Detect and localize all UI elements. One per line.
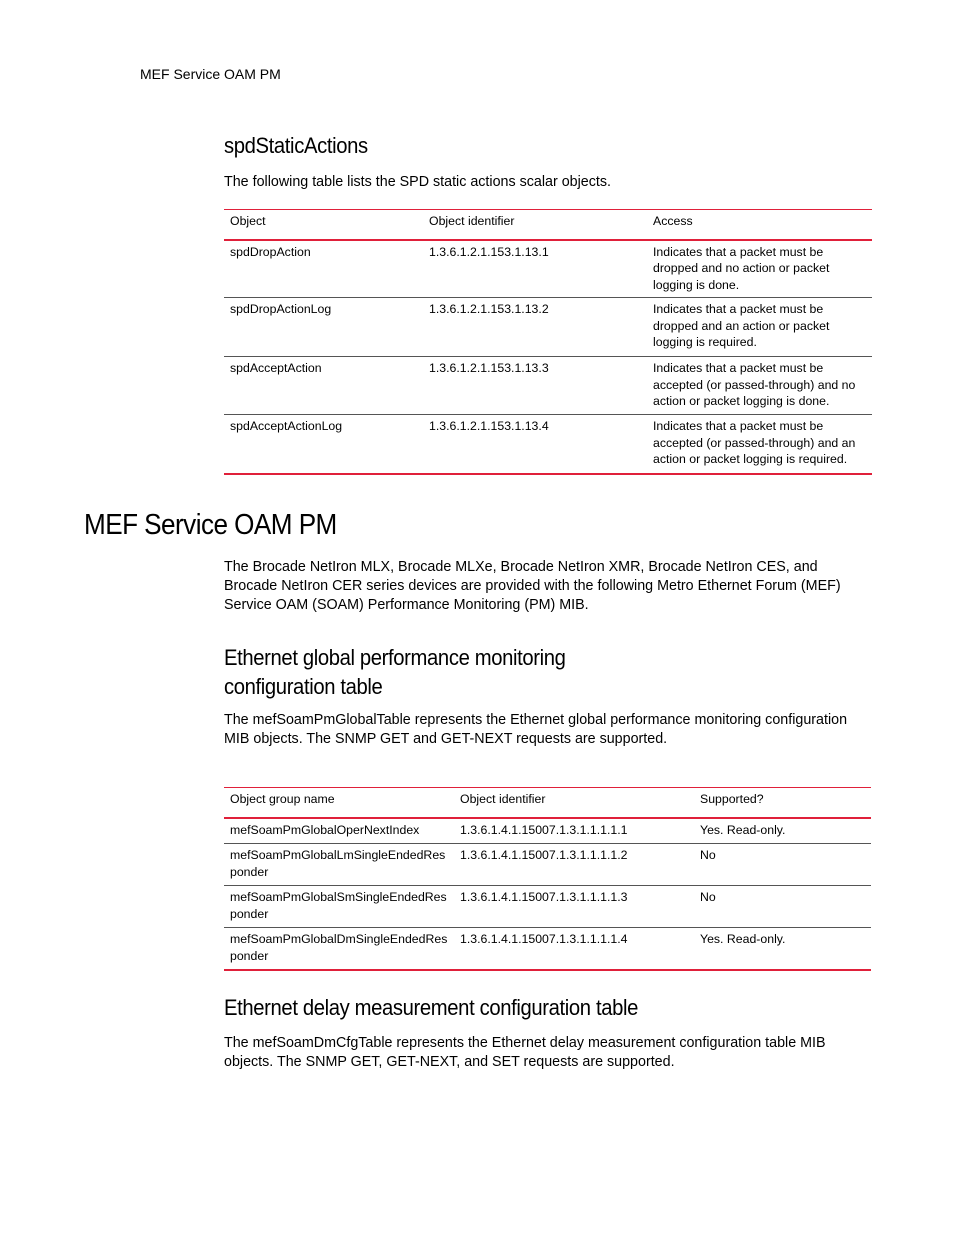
section-title-spd-static-actions: spdStaticActions bbox=[224, 133, 368, 158]
cell-supported: No bbox=[700, 890, 716, 904]
cell-object-identifier: 1.3.6.1.4.1.15007.1.3.1.1.1.1.4 bbox=[460, 932, 628, 946]
cell-supported: Yes. Read-only. bbox=[700, 822, 786, 837]
section-title-line-2: configuration table bbox=[224, 674, 383, 699]
cell-object-group-name: mefSoamPmGlobalSmSingleEndedResponder bbox=[230, 890, 447, 921]
cell-object-group-name: mefSoamPmGlobalLmSingleEndedResponder bbox=[230, 848, 446, 879]
cell-supported: Yes. Read-only. bbox=[700, 932, 786, 946]
cell-object-identifier: 1.3.6.1.4.1.15007.1.3.1.1.1.1.3 bbox=[460, 890, 628, 904]
cell-access: Indicates that a packet must be dropped and an action or packet logging is required. bbox=[653, 302, 830, 349]
section-title-global-pm-config-table bbox=[224, 643, 566, 701]
mef-intro-text: The Brocade NetIron MLX, Brocade MLXe, Brocade NetIron XMR, Brocade NetIron CES, and Brocade NetIron CER series devices are provided with the following Metro Ethernet Forum (MEF) Service OAM (SOAM) Performance Monitoring (PM) MIB. bbox=[224, 559, 841, 613]
column-header-object-group-name: Object group name bbox=[230, 792, 335, 806]
cell-object: spdDropActionLog bbox=[230, 302, 332, 316]
cell-object: spdAcceptAction bbox=[230, 361, 322, 375]
column-header-supported: Supported? bbox=[700, 792, 764, 806]
global-pm-config-table bbox=[224, 787, 871, 971]
table-row bbox=[224, 818, 871, 844]
cell-access: Indicates that a packet must be accepted (or passed-through) and an action or packet logging is required. bbox=[653, 419, 856, 466]
column-header-object: Object bbox=[230, 214, 266, 228]
column-header-object-identifier: Object identifier bbox=[460, 792, 546, 806]
cell-object: spdAcceptActionLog bbox=[230, 419, 343, 433]
column-header-object-identifier: Object identifier bbox=[429, 214, 515, 228]
delay-intro-text: The mefSoamDmCfgTable represents the Ethernet delay measurement configuration table MIB objects. The SNMP GET, GET-NEXT, and SET requests are supported. bbox=[224, 1035, 826, 1070]
table-header-row bbox=[224, 788, 871, 818]
spd-static-actions-table bbox=[224, 209, 872, 475]
cell-object: spdDropAction bbox=[230, 244, 311, 259]
table-row bbox=[224, 886, 871, 928]
cell-access: Indicates that a packet must be accepted (or passed-through) and no action or packet logging is done. bbox=[653, 361, 856, 408]
cell-supported: No bbox=[700, 848, 716, 862]
cell-object-group-name: mefSoamPmGlobalOperNextIndex bbox=[230, 822, 420, 837]
column-header-access: Access bbox=[653, 214, 693, 228]
table-row bbox=[224, 844, 871, 886]
cell-object-group-name: mefSoamPmGlobalDmSingleEndedResponder bbox=[230, 932, 448, 963]
section-title-line-1: Ethernet global performance monitoring bbox=[224, 645, 566, 670]
section-title-delay-measurement-config-table: Ethernet delay measurement configuration table bbox=[224, 995, 638, 1020]
cell-object-identifier: 1.3.6.1.4.1.15007.1.3.1.1.1.1.1 bbox=[460, 822, 628, 837]
cell-object-identifier: 1.3.6.1.2.1.153.1.13.3 bbox=[429, 361, 549, 375]
table-row bbox=[224, 357, 872, 415]
table-row bbox=[224, 298, 872, 357]
cell-object-identifier: 1.3.6.1.2.1.153.1.13.1 bbox=[429, 244, 549, 259]
global-pm-intro-text: The mefSoamPmGlobalTable represents the Ethernet global performance monitoring configuration MIB objects. The SNMP GET and GET-NEXT requests are supported. bbox=[224, 712, 848, 747]
cell-object-identifier: 1.3.6.1.4.1.15007.1.3.1.1.1.1.2 bbox=[460, 848, 628, 862]
table-row bbox=[224, 240, 872, 298]
cell-access: Indicates that a packet must be dropped and no action or packet logging is done. bbox=[653, 244, 830, 292]
running-header: MEF Service OAM PM bbox=[140, 66, 281, 82]
spd-intro-text: The following table lists the SPD static actions scalar objects. bbox=[224, 174, 611, 190]
cell-object-identifier: 1.3.6.1.2.1.153.1.13.2 bbox=[429, 302, 549, 316]
table-row bbox=[224, 415, 872, 474]
chapter-title-mef-service-oam-pm: MEF Service OAM PM bbox=[84, 509, 337, 541]
cell-object-identifier: 1.3.6.1.2.1.153.1.13.4 bbox=[429, 419, 549, 433]
table-header-row bbox=[224, 210, 872, 240]
table-row bbox=[224, 928, 871, 970]
